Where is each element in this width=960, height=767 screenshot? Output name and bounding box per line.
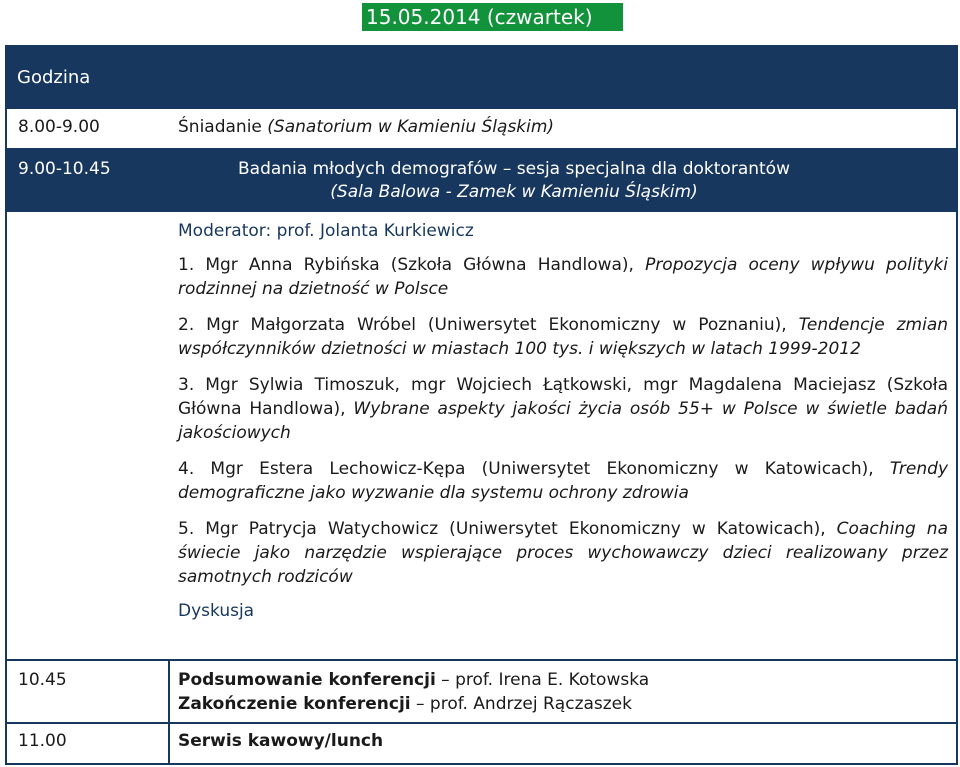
session-time: 9.00-10.45 <box>18 159 111 179</box>
row-divider <box>7 722 956 724</box>
breakfast-title: Śniadanie <box>178 117 262 137</box>
talk-authors: 5. Mgr Patrycja Watychowicz (Uniwersytet Ekonomiczny w Katowicach), <box>178 519 826 539</box>
talk-title: Trendy demograficzne jako wyzwanie dla systemu ochrony zdrowia <box>178 459 948 503</box>
talk-authors: 1. Mgr Anna Rybińska (Szkoła Główna Handlowa), <box>178 255 634 275</box>
row-divider <box>7 659 956 661</box>
session-header <box>7 150 956 212</box>
lunch-time: 11.00 <box>18 731 67 751</box>
breakfast-place: (Sanatorium w Kamieniu Śląskim) <box>267 117 555 137</box>
table-header <box>7 47 956 109</box>
closing-summary-label: Podsumowanie konferencji <box>178 670 436 690</box>
closing-end <box>178 694 632 714</box>
talk-title: Propozycja oceny wpływu polityki rodzinnej na dzietność w Polsce <box>178 255 948 299</box>
talk-item <box>178 373 948 445</box>
breakfast-cell <box>178 117 554 137</box>
closing-end-label: Zakończenie konferencji <box>178 694 411 714</box>
date-banner: 15.05.2014 (czwartek) <box>362 3 623 31</box>
closing-time: 10.45 <box>18 670 67 690</box>
closing-summary-speaker: – prof. Irena E. Kotowska <box>435 670 650 690</box>
talk-item <box>178 517 948 589</box>
talk-title: Tendencje zmian współczynników dzietności w miastach 100 tys. i większych w latach 1999-2012 <box>178 315 949 359</box>
session-content <box>178 221 948 621</box>
session-discussion: Dyskusja <box>178 601 255 621</box>
talk-authors: 4. Mgr Estera Lechowicz-Kępa (Uniwersytet Ekonomiczny w Katowicach), <box>178 459 874 479</box>
session-title: Badania młodych demografów – sesja specjalna dla doktorantów <box>237 159 790 179</box>
talk-title: Coaching na świecie jako narzędzie wspierające proces wychowawczy dzieci realizowany przez samotnych rodziców <box>178 519 948 587</box>
column-divider <box>168 661 170 765</box>
talk-authors: 2. Mgr Małgorzata Wróbel (Uniwersytet Ekonomiczny w Poznaniu), <box>178 315 787 335</box>
talk-item <box>178 253 948 301</box>
talk-authors: 3. Mgr Sylwia Timoszuk, mgr Wojciech Łątkowski, mgr Magdalena Maciejasz (Szkoła Główna Handlowa), <box>178 375 948 419</box>
closing-summary <box>178 670 649 690</box>
lunch-title: Serwis kawowy/lunch <box>178 731 384 751</box>
session-moderator: Moderator: prof. Jolanta Kurkiewicz <box>178 221 474 241</box>
talk-title: Wybrane aspekty jakości życia osób 55+ w Polsce w świetle badań jakościowych <box>178 399 948 443</box>
schedule-table <box>5 45 958 765</box>
header-godzina: Godzina <box>17 67 91 88</box>
breakfast-time: 8.00-9.00 <box>18 117 100 137</box>
closing-end-speaker: – prof. Andrzej Rączaszek <box>410 694 632 714</box>
talk-item <box>178 313 948 361</box>
session-place: (Sala Balowa - Zamek w Kamieniu Śląskim) <box>330 182 698 202</box>
talk-item <box>178 457 948 505</box>
